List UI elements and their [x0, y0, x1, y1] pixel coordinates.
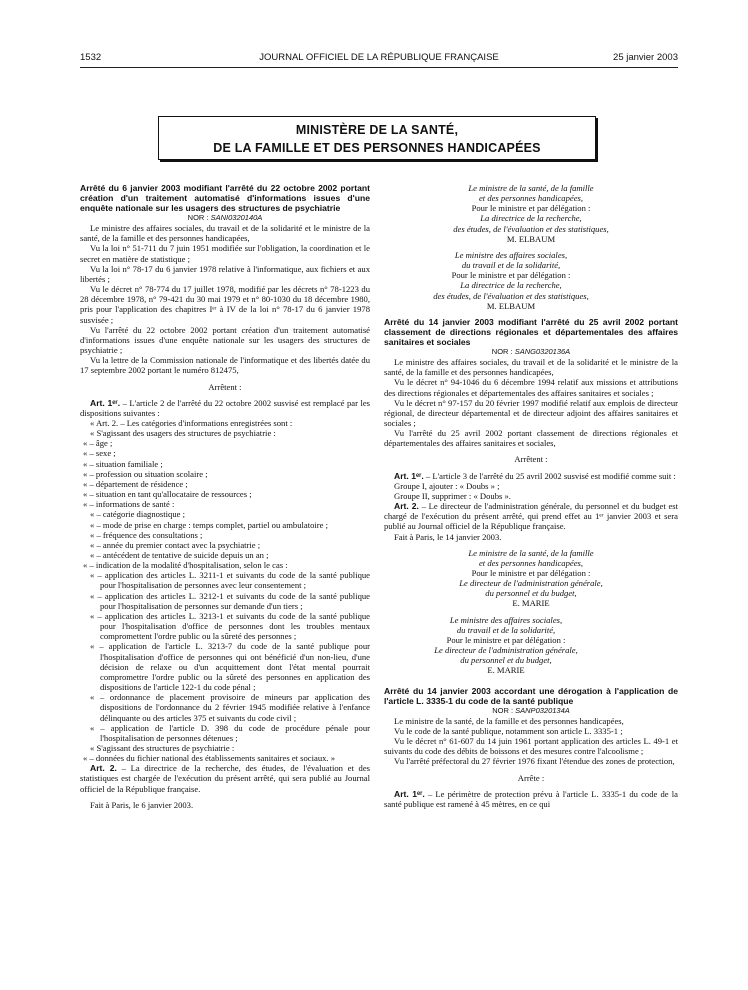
nor-code-3: SANP0320134A	[515, 705, 570, 715]
left-column	[80, 183, 370, 810]
paragraph: Vu l'arrêté du 25 avril 2002 portant classement de directions régionales et départementales des affaires sanitaires et sociales,	[384, 428, 678, 449]
list-item: « – antécédent de tentative de suicide depuis un an ;	[90, 550, 269, 560]
paragraph: Vu la lettre de la Commission nationale de l'informatique et des libertés datée du 17 septembre 2002 portant le numéro 812475,	[80, 355, 370, 376]
list-item: « – informations de santé :	[83, 499, 175, 510]
signed-place-date: Fait à Paris, le 14 janvier 2003.	[394, 531, 502, 542]
arrete-heading: Arrête :	[517, 772, 545, 783]
signature-block: Le ministre de la santé, de la famille et des personnes handicapées, Pour le ministre et par délégation : La directrice de la recherche, des études, de l'évaluation et des statistiques, M. ELBAUM	[384, 183, 678, 244]
paragraph: Vu le décret n° 78-774 du 17 juillet 1978, modifié par les décrets n° 78-1223 du 28 décembre 1978, n° 79-421 du 30 mai 1979 et n° 80-1030 du 18 décembre 1980, pris pour l'application des chapitres Iᵉʳ à IV de la loi n° 78-17 du 6 janvier 1978 susvisée ;	[80, 284, 370, 325]
list-item: « – département de résidence ;	[83, 478, 188, 489]
decree-title-1: Arrêté du 6 janvier 2003 modifiant l'arrêté du 22 octobre 2002 portant création d'un traitement automatisé d'informations issues d'une enquête nationale sur les usagers des structures de psychiatrie	[80, 183, 370, 213]
list-item: « – catégorie diagnostique ;	[90, 509, 185, 520]
header-rule	[80, 67, 678, 68]
ministry-box	[158, 116, 596, 160]
list-item: « – sexe ;	[83, 448, 116, 459]
paragraph: « Art. 2. – Les catégories d'informations enregistrées sont :	[90, 417, 293, 428]
paragraph: Le ministre des affaires sociales, du travail et de la solidarité et le ministre de la santé, de la famille et des personnes handicapées,	[80, 223, 370, 244]
list-item: « – données du fichier national des établissements sanitaires et sociaux. »	[83, 753, 336, 764]
signed-place-date: Fait à Paris, le 6 janvier 2003.	[90, 799, 194, 810]
nor-code-2: SANG0320136A	[514, 346, 571, 356]
decree-title-2: Arrêté du 14 janvier 2003 modifiant l'arrêté du 25 avril 2002 portant classement de directions régionales et départementales des affaires sanitaires et sociales	[384, 316, 678, 347]
journal-title: JOURNAL OFFICIEL DE LA RÉPUBLIQUE FRANÇAISE	[259, 52, 499, 63]
paragraph: Vu le décret n° 94-1046 du 6 décembre 1994 relatif aux missions et attributions des directions régionales et départementales des affaires sanitaires et sociales ;	[384, 377, 678, 398]
paragraph: Vu la loi n° 78-17 du 6 janvier 1978 relative à l'informatique, aux fichiers et aux libertés ;	[80, 263, 370, 284]
paragraph: « S'agissant des usagers des structures de psychiatrie :	[90, 428, 276, 439]
signatory-name: E. MARIE	[487, 665, 525, 676]
running-header	[80, 52, 678, 66]
list-item: « – âge ;	[83, 438, 113, 449]
list-item: « – mode de prise en charge : temps complet, partiel ou ambulatoire ;	[90, 519, 329, 530]
nor-code-1: SANI0320140A	[210, 213, 263, 222]
paragraph: Groupe II, supprimer : « Doubs ».	[394, 490, 511, 501]
list-item: « – ordonnance de placement provisoire de mineurs par application des dispositions de l'ordonnance du 2 février 1945 modifiée relative à l'enfance délinquante ou des articles 375 et suivants du code civil ;	[90, 692, 370, 723]
paragraph: Vu la loi n° 51-711 du 7 juin 1951 modifiée sur l'obligation, la coordination et le secret en matière de statistique ;	[80, 243, 370, 264]
signatory-name: E. MARIE	[512, 598, 550, 609]
list-item: « – application de l'article L. 3213-7 du code de la santé publique pour l'hospitalisation d'office de personnes qui ont bénéficié d'un non-lieu, d'une décision de relaxe ou d'un acquittement dont l'état mental pourrait compromettre l'ordre public ou la sûreté des personnes en application des dispositions de l'article 122-1 du code pénal ;	[90, 641, 370, 693]
list-item: « – application des articles L. 3213-1 et suivants du code de la santé publique pour l'hospitalisation d'office de personnes dont les troubles mentaux compromettent l'ordre public ou la sûreté des personnes ;	[90, 610, 370, 642]
paragraph: Le ministre des affaires sociales, du travail et de la solidarité et le ministre de la santé, de la famille et des personnes handicapées,	[384, 357, 678, 378]
signature-block: Le ministre des affaires sociales, du travail et de la solidarité, Pour le ministre et par délégation : Le directeur de l'administration générale, du personnel et du budget, E. MARIE	[384, 615, 678, 676]
paragraph: Le ministre de la santé, de la famille et des personnes handicapées,	[394, 715, 624, 726]
issue-date: 25 janvier 2003	[613, 52, 678, 63]
list-item: « – application des articles L. 3211-1 et suivants du code de la santé publique pour l'hospitalisation de personnes avec leur consentement ;	[90, 570, 370, 591]
article-1: Art. 1ᵉʳ. – L'article 3 de l'arrêté du 25 avril 2002 susvisé est modifié comme suit :	[394, 470, 676, 481]
paragraph: Vu le décret n° 97-157 du 20 février 1997 modifié relatif aux emplois de directeur régional, de directeur départemental et de directeur adjoint des affaires sanitaires et sociales ;	[384, 397, 678, 428]
list-item: « – situation familiale ;	[83, 458, 163, 469]
ministry-line-1: MINISTÈRE DE LA SANTÉ,	[295, 123, 459, 137]
article-2: Art. 2. – Le directeur de l'administration générale, du personnel et du budget est chargé de l'exécution du présent arrêté, qui prend effet au 1ᵉʳ janvier 2003 et sera publié au Journal officiel de la République française.	[384, 501, 678, 532]
nor-ref-3: NOR : SANP0320134A	[492, 705, 570, 715]
article-1: Art. 1ᵉʳ. – L'article 2 de l'arrêté du 22 octobre 2002 susvisé est remplacé par les dispositions suivantes :	[80, 397, 370, 418]
article-2: Art. 2. – La directrice de la recherche, des études, de l'évaluation et des statistiques est chargée de l'exécution du présent arrêté, qui sera publié au Journal officiel de la République française.	[80, 763, 370, 794]
article-1: Art. 1ᵉʳ. – Le périmètre de protection prévu à l'article L. 3335-1 du code de la santé publique est ramené à 45 mètres, en ce qui	[384, 788, 678, 809]
paragraph: Vu l'arrêté du 22 octobre 2002 portant création d'un traitement automatisé d'informations issues d'une enquête nationale sur les usagers des structures de psychiatrie ;	[80, 324, 370, 356]
nor-ref-1: NOR : SANI0320140A	[187, 213, 263, 222]
list-item: « – situation en tant qu'allocataire de ressources ;	[83, 489, 252, 500]
paragraph: Vu le code de la santé publique, notamment son article L. 3335-1 ;	[394, 725, 623, 736]
arretent-heading: Arrêtent :	[208, 381, 242, 392]
signatory-name: M. ELBAUM	[486, 300, 536, 311]
signature-block: Le ministre des affaires sociales, du travail et de la solidarité, Pour le ministre et par délégation : La directrice de la recherche, des études, de l'évaluation et des statistiques, M. ELBAUM	[384, 250, 678, 311]
list-item: « – année du premier contact avec la psychiatrie ;	[90, 539, 261, 550]
paragraph: Groupe I, ajouter : « Doubs » ;	[394, 480, 500, 491]
arretent-heading: Arrêtent :	[514, 454, 548, 465]
list-item: « – profession ou situation scolaire ;	[83, 468, 208, 479]
paragraph: Vu le décret n° 61-607 du 14 juin 1961 portant application des articles L. 49-1 et suivants du code des débits de boissons et des mesures contre l'alcoolisme ;	[384, 736, 678, 757]
decree-title-3: Arrêté du 14 janvier 2003 accordant une dérogation à l'application de l'article L. 3335-1 du code de la santé publique	[384, 685, 678, 706]
list-item: « – fréquence des consultations ;	[90, 529, 203, 540]
list-item: « – application des articles L. 3212-1 et suivants du code de la santé publique pour l'hospitalisation de personnes sur demande d'un tiers ;	[90, 590, 370, 611]
page-number: 1532	[80, 52, 102, 63]
signatory-name: M. ELBAUM	[506, 233, 556, 244]
list-item: « – application de l'article D. 398 du code de procédure pénale pour l'hospitalisation de personnes détenues ;	[90, 722, 370, 743]
paragraph: Vu l'arrêté préfectoral du 27 février 1976 fixant l'étendue des zones de protection,	[394, 756, 675, 767]
nor-ref-2: NOR : SANG0320136A	[491, 346, 571, 356]
right-column	[384, 183, 678, 809]
paragraph: « S'agissant des structures de psychiatrie :	[90, 742, 235, 753]
list-item: « – indication de la modalité d'hospitalisation, selon le cas :	[83, 560, 288, 571]
ministry-line-2: DE LA FAMILLE ET DES PERSONNES HANDICAPÉES	[213, 141, 541, 155]
signature-block: Le ministre de la santé, de la famille et des personnes handicapées, Pour le ministre et par délégation : Le directeur de l'administration générale, du personnel et du budget, E. MARIE	[384, 548, 678, 609]
